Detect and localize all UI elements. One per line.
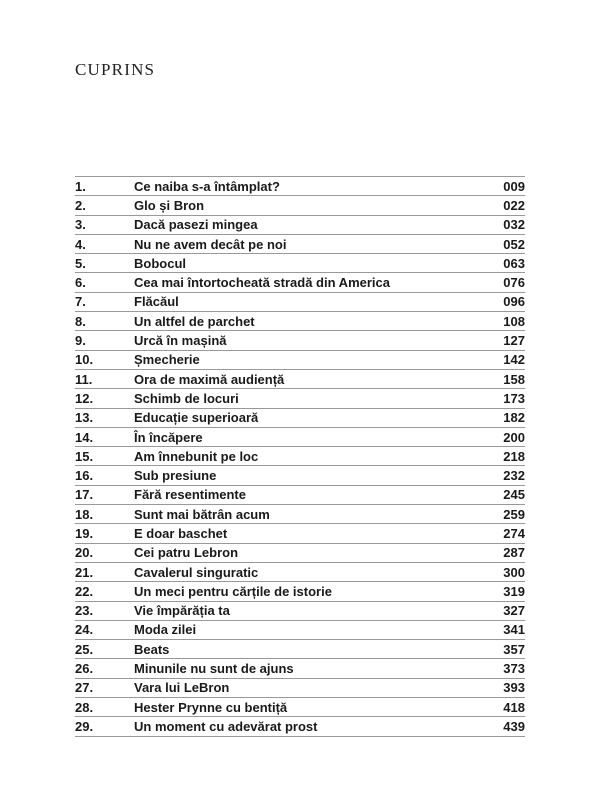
chapter-page: 108: [503, 313, 525, 329]
toc-row: [75, 235, 525, 254]
toc-row: [75, 602, 525, 621]
chapter-title: Cea mai întortocheată stradă din America: [134, 275, 390, 291]
chapter-number: 28.: [75, 699, 94, 715]
toc-row: [75, 312, 525, 331]
toc-row: [75, 293, 525, 312]
chapter-title: Un altfel de parchet: [134, 313, 255, 329]
chapter-page: 418: [503, 699, 525, 715]
chapter-number: 8.: [75, 313, 86, 329]
chapter-number: 5.: [75, 255, 86, 271]
chapter-page: 232: [503, 468, 525, 484]
chapter-title: Cei patru Lebron: [134, 545, 239, 561]
chapter-title: Vie împărăția ta: [134, 603, 230, 619]
table-of-contents: [75, 176, 525, 737]
toc-row: [75, 447, 525, 466]
chapter-number: 16.: [75, 468, 94, 484]
toc-row: [75, 466, 525, 485]
chapter-page: 393: [503, 680, 525, 696]
chapter-page: 300: [503, 564, 525, 580]
chapter-page: 158: [503, 371, 525, 387]
chapter-number: 3.: [75, 217, 86, 233]
toc-row: [75, 331, 525, 350]
toc-row: [75, 621, 525, 640]
chapter-page: 245: [503, 487, 525, 503]
chapter-title: În încăpere: [134, 429, 203, 445]
chapter-title: Nu ne avem decât pe noi: [134, 236, 287, 252]
chapter-number: 23.: [75, 603, 94, 619]
toc-row: [75, 177, 525, 196]
chapter-number: 4.: [75, 236, 86, 252]
chapter-number: 26.: [75, 661, 94, 677]
chapter-page: 022: [503, 197, 525, 213]
toc-row: [75, 196, 525, 215]
toc-row: [75, 216, 525, 235]
chapter-title: Ce naiba s-a întâmplat?: [134, 178, 280, 194]
chapter-number: 2.: [75, 197, 86, 213]
chapter-page: 173: [503, 390, 525, 406]
chapter-title: Un moment cu adevărat prost: [134, 718, 318, 734]
chapter-title: Glo și Bron: [134, 197, 205, 213]
chapter-title: Fără resentimente: [134, 487, 246, 503]
chapter-number: 13.: [75, 410, 94, 426]
chapter-number: 15.: [75, 448, 94, 464]
toc-row: [75, 717, 525, 736]
chapter-page: 259: [503, 506, 525, 522]
chapter-title: Flăcăul: [134, 294, 179, 310]
chapter-number: 14.: [75, 429, 94, 445]
chapter-title: Ora de maximă audiență: [134, 371, 285, 387]
chapter-title: Beats: [134, 641, 170, 657]
chapter-page: 274: [503, 525, 525, 541]
chapter-page: 373: [503, 661, 525, 677]
toc-row: [75, 679, 525, 698]
chapter-page: 357: [503, 641, 525, 657]
chapter-number: 12.: [75, 390, 94, 406]
chapter-number: 10.: [75, 352, 94, 368]
toc-row: [75, 428, 525, 447]
chapter-number: 20.: [75, 545, 94, 561]
chapter-title: Un meci pentru cărțile de istorie: [134, 583, 332, 599]
chapter-title: Urcă în mașină: [134, 333, 227, 349]
chapter-title: Sub presiune: [134, 468, 217, 484]
chapter-number: 1.: [75, 178, 86, 194]
chapter-page: 076: [503, 275, 525, 291]
chapter-number: 21.: [75, 564, 94, 580]
chapter-number: 18.: [75, 506, 94, 522]
chapter-number: 24.: [75, 622, 94, 638]
chapter-title: Educație superioară: [134, 410, 259, 426]
chapter-title: Schimb de locuri: [134, 390, 239, 406]
toc-row: [75, 582, 525, 601]
chapter-page: 327: [503, 603, 525, 619]
chapter-page: 052: [503, 236, 525, 252]
chapter-number: 11.: [75, 371, 93, 387]
toc-row: [75, 698, 525, 717]
chapter-number: 7.: [75, 294, 86, 310]
chapter-title: Hester Prynne cu bentiță: [134, 699, 288, 715]
chapter-title: Vara lui LeBron: [134, 680, 230, 696]
page-title: CUPRINS: [75, 60, 156, 79]
chapter-page: 009: [503, 178, 525, 194]
chapter-title: Șmecherie: [134, 352, 200, 368]
chapter-page: 096: [503, 294, 525, 310]
chapter-number: 22.: [75, 583, 94, 599]
chapter-title: Bobocul: [134, 255, 186, 271]
chapter-number: 27.: [75, 680, 94, 696]
chapter-title: E doar baschet: [134, 525, 228, 541]
toc-row: [75, 640, 525, 659]
toc-row: [75, 370, 525, 389]
chapter-title: Minunile nu sunt de ajuns: [134, 661, 294, 677]
chapter-page: 341: [503, 622, 525, 638]
chapter-title: Dacă pasezi mingea: [134, 217, 258, 233]
chapter-number: 19.: [75, 525, 94, 541]
chapter-number: 25.: [75, 641, 94, 657]
chapter-page: 287: [503, 545, 525, 561]
chapter-number: 17.: [75, 487, 94, 503]
chapter-page: 032: [503, 217, 525, 233]
toc-row: [75, 486, 525, 505]
chapter-number: 9.: [75, 333, 86, 349]
chapter-number: 29.: [75, 718, 94, 734]
toc-row: [75, 389, 525, 408]
chapter-page: 142: [503, 352, 525, 368]
toc-row: [75, 273, 525, 292]
chapter-page: 127: [503, 333, 525, 349]
chapter-title: Moda zilei: [134, 622, 197, 638]
toc-row: [75, 524, 525, 543]
chapter-title: Cavalerul singuratic: [134, 564, 259, 580]
toc-row: [75, 254, 525, 273]
chapter-page: 182: [503, 410, 525, 426]
chapter-number: 6.: [75, 275, 86, 291]
toc-row: [75, 544, 525, 563]
chapter-page: 200: [503, 429, 525, 445]
chapter-page: 218: [503, 448, 525, 464]
toc-row: [75, 505, 525, 524]
toc-row: [75, 351, 525, 370]
toc-row: [75, 563, 525, 582]
chapter-page: 439: [503, 718, 525, 734]
chapter-page: 063: [503, 255, 525, 271]
chapter-title: Am înnebunit pe loc: [134, 448, 259, 464]
chapter-title: Sunt mai bătrân acum: [134, 506, 270, 522]
toc-row: [75, 409, 525, 428]
toc-row: [75, 659, 525, 678]
chapter-page: 319: [503, 583, 525, 599]
